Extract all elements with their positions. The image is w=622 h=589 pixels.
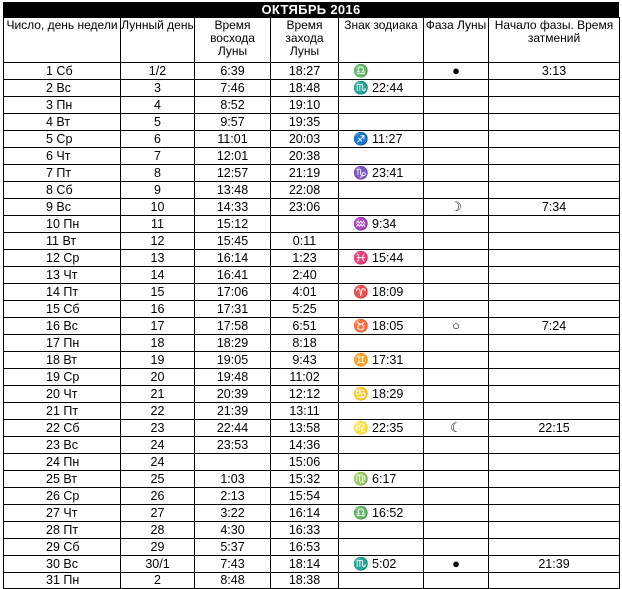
moonrise-cell: 11:01	[195, 131, 271, 148]
phase-icon	[424, 284, 489, 301]
phase-icon	[424, 539, 489, 556]
zodiac-cell: ♓ 15:44	[339, 250, 424, 267]
phase-start-cell	[489, 352, 620, 369]
zodiac-cell	[339, 369, 424, 386]
table-row	[4, 505, 620, 522]
table-body	[4, 63, 620, 589]
table-row	[4, 250, 620, 267]
phase-start-cell	[489, 284, 620, 301]
lunar-day-cell: 7	[121, 148, 195, 165]
phase-start-cell	[489, 437, 620, 454]
zodiac-cell: ♏ 22:44	[339, 80, 424, 97]
moonrise-cell: 9:57	[195, 114, 271, 131]
lunar-day-cell: 16	[121, 301, 195, 318]
phase-start-cell: 3:13	[489, 63, 620, 80]
table-row	[4, 522, 620, 539]
lunar-day-cell: 24	[121, 437, 195, 454]
lunar-day-cell: 18	[121, 335, 195, 352]
moonset-cell: 23:06	[271, 199, 339, 216]
lunar-day-cell: 26	[121, 488, 195, 505]
table-row	[4, 318, 620, 335]
moonrise-cell: 17:58	[195, 318, 271, 335]
phase-start-cell	[489, 165, 620, 182]
phase-icon	[424, 369, 489, 386]
date-cell: 30 Вс	[4, 556, 121, 573]
moonrise-cell: 16:14	[195, 250, 271, 267]
phase-icon	[424, 301, 489, 318]
moonset-cell: 14:36	[271, 437, 339, 454]
moonset-cell: 19:10	[271, 97, 339, 114]
zodiac-cell	[339, 148, 424, 165]
header-lunar-day: Лунный день	[121, 18, 195, 63]
lunar-day-cell: 15	[121, 284, 195, 301]
date-cell: 24 Пн	[4, 454, 121, 471]
moonrise-cell: 6:39	[195, 63, 271, 80]
header-moonset: Время захода Луны	[271, 18, 339, 63]
phase-start-cell	[489, 80, 620, 97]
phase-icon	[424, 216, 489, 233]
moonset-cell: 12:12	[271, 386, 339, 403]
table-row	[4, 165, 620, 182]
lunar-day-cell: 12	[121, 233, 195, 250]
zodiac-cell	[339, 539, 424, 556]
date-cell: 23 Вс	[4, 437, 121, 454]
moonrise-cell: 18:29	[195, 335, 271, 352]
table-row	[4, 148, 620, 165]
phase-start-cell	[489, 182, 620, 199]
moonrise-cell: 22:44	[195, 420, 271, 437]
moonset-cell: 16:53	[271, 539, 339, 556]
zodiac-cell	[339, 454, 424, 471]
moonset-cell: 18:14	[271, 556, 339, 573]
zodiac-cell	[339, 403, 424, 420]
moonrise-cell: 14:33	[195, 199, 271, 216]
table-row	[4, 335, 620, 352]
table-row	[4, 216, 620, 233]
lunar-day-cell: 20	[121, 369, 195, 386]
date-cell: 12 Ср	[4, 250, 121, 267]
moonset-cell: 13:11	[271, 403, 339, 420]
phase-icon	[424, 488, 489, 505]
zodiac-cell	[339, 233, 424, 250]
phase-icon	[424, 522, 489, 539]
moonrise-cell: 15:12	[195, 216, 271, 233]
zodiac-cell: ♈ 18:09	[339, 284, 424, 301]
phase-icon	[424, 131, 489, 148]
table-row	[4, 80, 620, 97]
phase-icon	[424, 267, 489, 284]
zodiac-cell	[339, 488, 424, 505]
table-row	[4, 199, 620, 216]
moonset-cell: 1:23	[271, 250, 339, 267]
table-row	[4, 454, 620, 471]
moon-table	[3, 17, 620, 589]
header-phase: Фаза Луны	[424, 18, 489, 63]
phase-icon	[424, 505, 489, 522]
phase-icon	[424, 250, 489, 267]
phase-start-cell: 7:34	[489, 199, 620, 216]
zodiac-cell	[339, 182, 424, 199]
date-cell: 3 Пн	[4, 97, 121, 114]
table-row	[4, 488, 620, 505]
moonset-cell: 19:35	[271, 114, 339, 131]
moonrise-cell: 12:57	[195, 165, 271, 182]
table-row	[4, 233, 620, 250]
zodiac-cell: ♑ 23:41	[339, 165, 424, 182]
phase-start-cell	[489, 488, 620, 505]
date-cell: 5 Ср	[4, 131, 121, 148]
moonset-cell: 15:32	[271, 471, 339, 488]
date-cell: 29 Сб	[4, 539, 121, 556]
lunar-day-cell: 1/2	[121, 63, 195, 80]
moonset-cell	[271, 216, 339, 233]
moonset-cell: 0:11	[271, 233, 339, 250]
zodiac-cell: ♎ 16:52	[339, 505, 424, 522]
moonset-cell: 18:27	[271, 63, 339, 80]
zodiac-cell	[339, 199, 424, 216]
lunar-day-cell: 14	[121, 267, 195, 284]
table-row	[4, 386, 620, 403]
lunar-day-cell: 25	[121, 471, 195, 488]
zodiac-cell: ♐ 11:27	[339, 131, 424, 148]
date-cell: 31 Пн	[4, 573, 121, 589]
moonrise-cell: 7:43	[195, 556, 271, 573]
phase-start-cell: 7:24	[489, 318, 620, 335]
moonrise-cell: 7:46	[195, 80, 271, 97]
date-cell: 25 Вт	[4, 471, 121, 488]
phase-icon: ☽	[424, 199, 489, 216]
moonrise-cell: 19:48	[195, 369, 271, 386]
moonrise-cell: 4:30	[195, 522, 271, 539]
phase-start-cell	[489, 539, 620, 556]
table-row	[4, 556, 620, 573]
zodiac-cell	[339, 301, 424, 318]
moonset-cell: 11:02	[271, 369, 339, 386]
moonset-cell: 2:40	[271, 267, 339, 284]
date-cell: 22 Сб	[4, 420, 121, 437]
zodiac-cell	[339, 114, 424, 131]
moonset-cell: 5:25	[271, 301, 339, 318]
lunar-day-cell: 10	[121, 199, 195, 216]
phase-icon	[424, 80, 489, 97]
table-row	[4, 437, 620, 454]
moonrise-cell: 13:48	[195, 182, 271, 199]
moonset-cell: 15:06	[271, 454, 339, 471]
phase-start-cell	[489, 301, 620, 318]
moonset-cell: 15:54	[271, 488, 339, 505]
phase-icon	[424, 233, 489, 250]
moonrise-cell: 1:03	[195, 471, 271, 488]
moonset-cell: 4:01	[271, 284, 339, 301]
phase-icon	[424, 97, 489, 114]
phase-icon	[424, 148, 489, 165]
date-cell: 15 Сб	[4, 301, 121, 318]
lunar-day-cell: 24	[121, 454, 195, 471]
moonrise-cell: 17:31	[195, 301, 271, 318]
phase-icon	[424, 386, 489, 403]
date-cell: 20 Чт	[4, 386, 121, 403]
zodiac-cell: ♉ 18:05	[339, 318, 424, 335]
zodiac-cell: ♒ 9:34	[339, 216, 424, 233]
moonset-cell: 21:19	[271, 165, 339, 182]
phase-start-cell	[489, 216, 620, 233]
phase-icon	[424, 114, 489, 131]
lunar-day-cell: 6	[121, 131, 195, 148]
table-row	[4, 539, 620, 556]
lunar-day-cell: 28	[121, 522, 195, 539]
moonrise-cell: 3:22	[195, 505, 271, 522]
moonrise-cell: 5:37	[195, 539, 271, 556]
date-cell: 8 Сб	[4, 182, 121, 199]
table-row	[4, 471, 620, 488]
zodiac-cell: ♌ 22:35	[339, 420, 424, 437]
table-row	[4, 63, 620, 80]
lunar-day-cell: 8	[121, 165, 195, 182]
moonrise-cell: 16:41	[195, 267, 271, 284]
date-cell: 7 Пт	[4, 165, 121, 182]
phase-start-cell	[489, 335, 620, 352]
moonrise-cell: 19:05	[195, 352, 271, 369]
phase-icon	[424, 182, 489, 199]
phase-start-cell	[489, 97, 620, 114]
moonset-cell: 18:48	[271, 80, 339, 97]
table-row	[4, 114, 620, 131]
moonrise-cell: 17:06	[195, 284, 271, 301]
zodiac-cell: ♊ 17:31	[339, 352, 424, 369]
phase-start-cell: 22:15	[489, 420, 620, 437]
lunar-day-cell: 21	[121, 386, 195, 403]
phase-start-cell	[489, 250, 620, 267]
moonset-cell: 18:38	[271, 573, 339, 589]
lunar-day-cell: 2	[121, 573, 195, 589]
moonset-cell: 16:14	[271, 505, 339, 522]
lunar-day-cell: 29	[121, 539, 195, 556]
date-cell: 13 Чт	[4, 267, 121, 284]
phase-start-cell	[489, 114, 620, 131]
phase-start-cell: 21:39	[489, 556, 620, 573]
phase-icon: ☾	[424, 420, 489, 437]
zodiac-cell: ♋ 18:29	[339, 386, 424, 403]
zodiac-cell: ♏ 5:02	[339, 556, 424, 573]
date-cell: 11 Вт	[4, 233, 121, 250]
table-row	[4, 369, 620, 386]
phase-icon	[424, 471, 489, 488]
table-row	[4, 352, 620, 369]
zodiac-cell: ♎	[339, 63, 424, 80]
phase-start-cell	[489, 369, 620, 386]
date-cell: 17 Пн	[4, 335, 121, 352]
phase-icon: ●	[424, 63, 489, 80]
phase-start-cell	[489, 454, 620, 471]
date-cell: 28 Пт	[4, 522, 121, 539]
moonrise-cell: 2:13	[195, 488, 271, 505]
phase-icon: ●	[424, 556, 489, 573]
phase-start-cell	[489, 267, 620, 284]
phase-icon	[424, 403, 489, 420]
moonset-cell: 6:51	[271, 318, 339, 335]
moon-calendar	[3, 2, 619, 589]
zodiac-cell	[339, 97, 424, 114]
phase-start-cell	[489, 522, 620, 539]
phase-start-cell	[489, 148, 620, 165]
phase-start-cell	[489, 505, 620, 522]
date-cell: 14 Пт	[4, 284, 121, 301]
phase-start-cell	[489, 131, 620, 148]
table-row	[4, 420, 620, 437]
phase-icon	[424, 437, 489, 454]
header-zodiac: Знак зодиака	[339, 18, 424, 63]
date-cell: 19 Ср	[4, 369, 121, 386]
header-row	[4, 18, 620, 63]
date-cell: 4 Вт	[4, 114, 121, 131]
table-row	[4, 267, 620, 284]
moonset-cell: 8:18	[271, 335, 339, 352]
table-row	[4, 301, 620, 318]
phase-icon: ○	[424, 318, 489, 335]
moonset-cell: 9:43	[271, 352, 339, 369]
moonset-cell: 16:33	[271, 522, 339, 539]
table-row	[4, 97, 620, 114]
table-row	[4, 182, 620, 199]
phase-icon	[424, 454, 489, 471]
lunar-day-cell: 11	[121, 216, 195, 233]
moonset-cell: 13:58	[271, 420, 339, 437]
table-row	[4, 573, 620, 589]
calendar-title: ОКТЯБРЬ 2016	[3, 2, 619, 17]
moonset-cell: 20:03	[271, 131, 339, 148]
lunar-day-cell: 3	[121, 80, 195, 97]
lunar-day-cell: 4	[121, 97, 195, 114]
phase-start-cell	[489, 573, 620, 589]
zodiac-cell	[339, 437, 424, 454]
moonset-cell: 22:08	[271, 182, 339, 199]
phase-icon	[424, 165, 489, 182]
date-cell: 6 Чт	[4, 148, 121, 165]
lunar-day-cell: 13	[121, 250, 195, 267]
header-date: Число, день недели	[4, 18, 121, 63]
zodiac-cell: ♍ 6:17	[339, 471, 424, 488]
table-row	[4, 131, 620, 148]
lunar-day-cell: 23	[121, 420, 195, 437]
zodiac-cell	[339, 522, 424, 539]
lunar-day-cell: 5	[121, 114, 195, 131]
date-cell: 1 Сб	[4, 63, 121, 80]
phase-icon	[424, 573, 489, 589]
moonrise-cell	[195, 454, 271, 471]
lunar-day-cell: 22	[121, 403, 195, 420]
date-cell: 26 Ср	[4, 488, 121, 505]
zodiac-cell	[339, 335, 424, 352]
lunar-day-cell: 9	[121, 182, 195, 199]
table-row	[4, 403, 620, 420]
header-phase-start: Начало фазы. Время затмений	[489, 18, 620, 63]
zodiac-cell	[339, 573, 424, 589]
moonrise-cell: 21:39	[195, 403, 271, 420]
lunar-day-cell: 30/1	[121, 556, 195, 573]
date-cell: 27 Чт	[4, 505, 121, 522]
date-cell: 2 Вс	[4, 80, 121, 97]
moonset-cell: 20:38	[271, 148, 339, 165]
date-cell: 21 Пт	[4, 403, 121, 420]
moonrise-cell: 8:48	[195, 573, 271, 589]
moonrise-cell: 23:53	[195, 437, 271, 454]
phase-icon	[424, 335, 489, 352]
date-cell: 18 Вт	[4, 352, 121, 369]
date-cell: 9 Вс	[4, 199, 121, 216]
phase-icon	[424, 352, 489, 369]
phase-start-cell	[489, 386, 620, 403]
zodiac-cell	[339, 267, 424, 284]
phase-start-cell	[489, 233, 620, 250]
table-row	[4, 284, 620, 301]
moonrise-cell: 8:52	[195, 97, 271, 114]
lunar-day-cell: 17	[121, 318, 195, 335]
moonrise-cell: 20:39	[195, 386, 271, 403]
lunar-day-cell: 27	[121, 505, 195, 522]
phase-start-cell	[489, 471, 620, 488]
moonrise-cell: 12:01	[195, 148, 271, 165]
lunar-day-cell: 19	[121, 352, 195, 369]
moonrise-cell: 15:45	[195, 233, 271, 250]
phase-start-cell	[489, 403, 620, 420]
date-cell: 10 Пн	[4, 216, 121, 233]
header-moonrise: Время восхода Луны	[195, 18, 271, 63]
date-cell: 16 Вс	[4, 318, 121, 335]
